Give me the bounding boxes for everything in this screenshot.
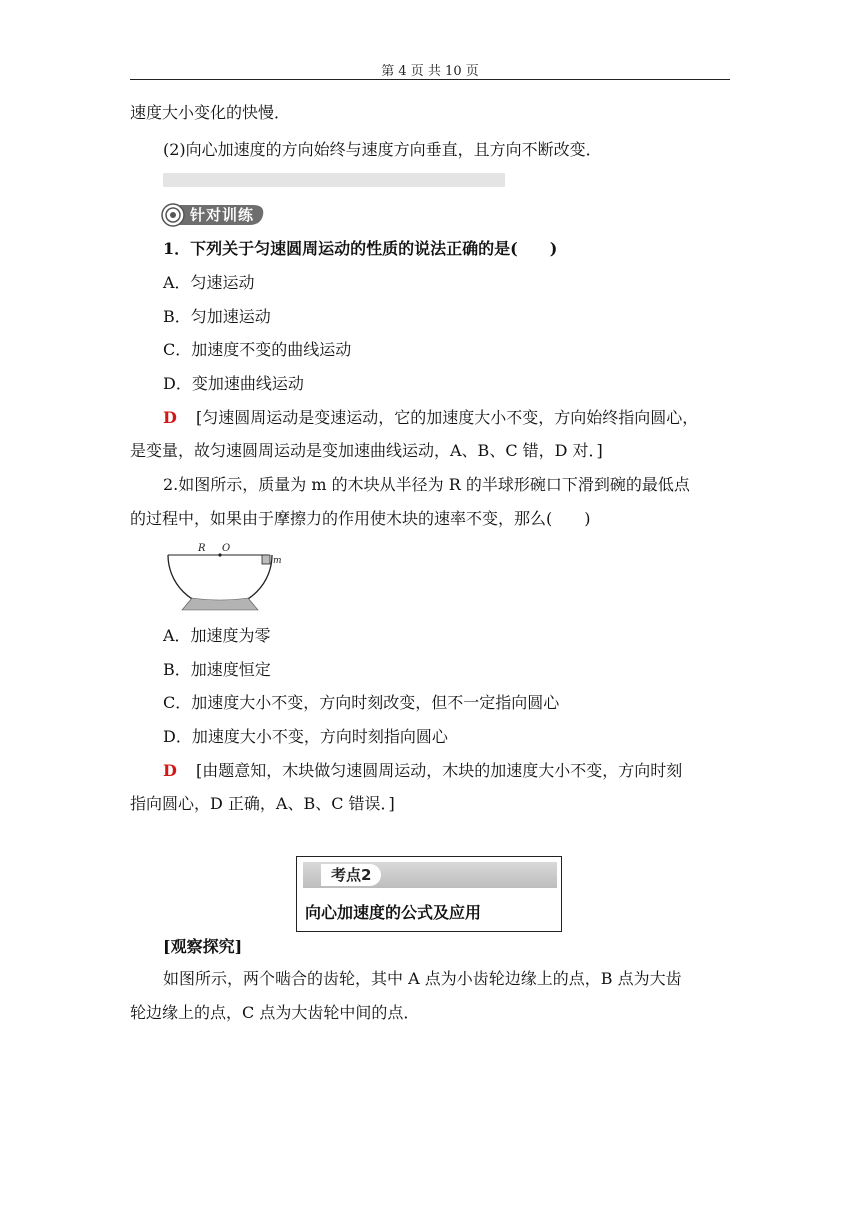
- q1-stem: 1．下列关于匀速圆周运动的性质的说法正确的是( ): [163, 239, 558, 258]
- divider-bar: [163, 173, 505, 187]
- observe-line-1: 如图所示，两个啮合的齿轮，其中 A 点为小齿轮边缘上的点，B 点为大齿: [163, 969, 682, 988]
- kaodian-tag: 考点2: [321, 864, 381, 886]
- q1-option-c: C．加速度不变的曲线运动: [163, 340, 352, 359]
- q1-option-d: D．变加速曲线运动: [163, 374, 304, 393]
- q2-stem-line-2: 的过程中，如果由于摩擦力的作用使木块的速率不变，那么( ): [130, 509, 591, 528]
- q2-option-c: C．加速度大小不变，方向时刻改变，但不一定指向圆心: [163, 693, 560, 712]
- observe-line-2: 轮边缘上的点，C 点为大齿轮中间的点．: [130, 1003, 420, 1022]
- bowl-stand: [182, 598, 258, 610]
- q1-answer-letter: D: [163, 408, 177, 427]
- q2-answer-text-2: 指向圆心，D 正确，A、B、C 错误．]: [130, 794, 395, 813]
- observe-heading: [观察探究]: [163, 937, 243, 956]
- bowl-arc: [168, 555, 272, 607]
- label-m: m: [273, 556, 282, 566]
- q2-answer-row-1: [163, 760, 682, 782]
- kaodian-title: 向心加速度的公式及应用: [305, 903, 482, 922]
- q2-option-a: A．加速度为零: [163, 626, 271, 645]
- q2-option-d: D．加速度大小不变，方向时刻指向圆心: [163, 727, 448, 746]
- intro-line-1: 速度大小变化的快慢．: [130, 103, 291, 122]
- label-O: O: [222, 543, 231, 554]
- q1-option-a: A．匀速运动: [163, 273, 255, 292]
- q1-answer-text-2: 是变量，故匀速圆周运动是变加速曲线运动，A、B、C 错，D 对．]: [130, 441, 603, 460]
- kaodian-box: [296, 856, 562, 932]
- bowl-figure: [150, 540, 290, 612]
- q1-option-b: B．匀加速运动: [163, 307, 271, 326]
- page-header: 第 4 页 共 10 页: [381, 64, 479, 79]
- q2-answer-letter: D: [163, 761, 177, 780]
- kaodian-strip: [303, 862, 557, 888]
- drill-label: 针对训练: [190, 206, 255, 224]
- block-m: [262, 555, 270, 564]
- q1-answer-row-1: [163, 407, 698, 429]
- intro-line-2: (2)向心加速度的方向始终与速度方向垂直，且方向不断改变．: [163, 140, 602, 159]
- q2-answer-text-1: [由题意知，木块做匀速圆周运动，木块的加速度大小不变，方向时刻: [195, 761, 683, 780]
- q2-stem-line-1: 2.如图所示，质量为 m 的木块从半径为 R 的半球形碗口下滑到碗的最低点: [163, 475, 690, 494]
- q1-answer-text-1: [匀速圆周运动是变速运动，它的加速度大小不变，方向始终指向圆心，: [195, 408, 699, 427]
- label-R: R: [198, 543, 206, 554]
- q2-option-b: B．加速度恒定: [163, 660, 271, 679]
- header-rule: [130, 79, 730, 80]
